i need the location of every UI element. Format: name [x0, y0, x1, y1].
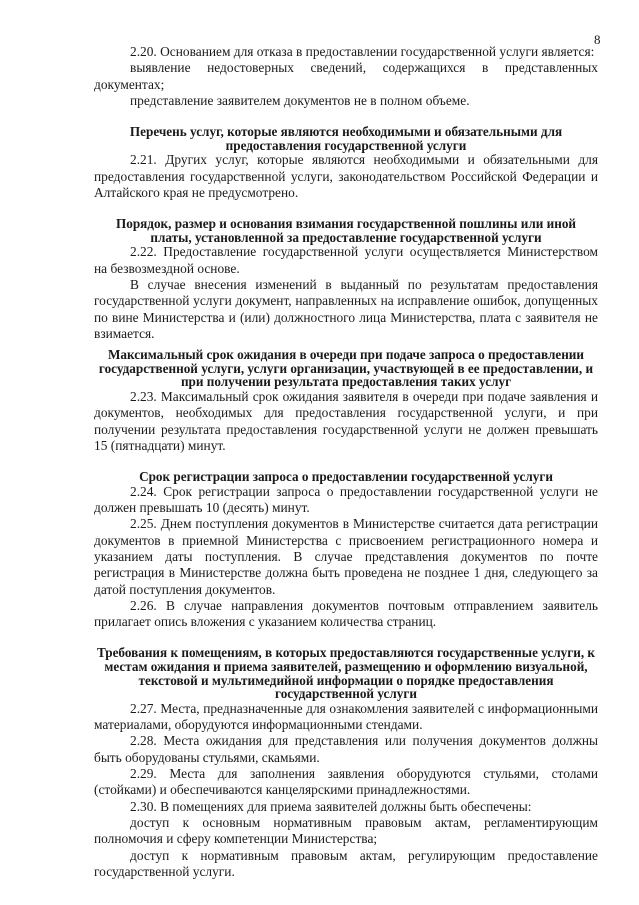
paragraph-2-24: 2.24. Срок регистрации запроса о предоставлении государственной услуги не должен превышать 10 (десять) минут.	[94, 483, 598, 516]
paragraph-2-20: 2.20. Основанием для отказа в предоставлении государственной услуги является:	[130, 44, 595, 59]
paragraph-2-23: 2.23. Максимальный срок ожидания заявителя в очереди при подаче заявления и документов, необходимых для предоставления государственной услуги, и при получении результата предоставления государственной услуги не должен превышать 15 (пятнадцати) минут.	[94, 389, 598, 453]
paragraph-2-21: 2.21. Других услуг, которые являются необходимыми и обязательными для предоставления государственной услуги, законодательством Российской Федерации и Алтайского края не предусмотрено.	[94, 152, 598, 200]
page-number: 8	[594, 32, 601, 47]
section-heading-registration: Срок регистрации запроса о предоставлении государственной услуги	[139, 469, 553, 485]
section-heading-premises: Требования к помещениям, в которых предоставляются государственные услуги, к местам ожидания и приема заявителей, размещению и оформлению визуальной, текстовой и мультимедийной информации о порядке предоставления государственной услуги	[96, 645, 596, 702]
paragraph-2-27: 2.27. Места, предназначенные для ознакомления заявителей с информационными материалами, оборудуются информационными стендами.	[94, 700, 598, 733]
paragraph-2-20-item-2: представление заявителем документов не в полном объеме.	[130, 92, 470, 108]
paragraph-2-25: 2.25. Днем поступления документов в Министерстве считается дата регистрации документов в приемной Министерства с присвоением регистрационного номера и указанием даты поступления. В случае представления документов по почте регистрация в Министерстве должна быть проведена не позднее 1 дня, следующего за датой поступления документов.	[94, 516, 598, 597]
paragraph-2-22: 2.22. Предоставление государственной услуги осуществляется Министерством на безвозмездной основе.	[94, 244, 598, 276]
paragraph-2-26: 2.26. В случае направления документов почтовым отправлением заявитель прилагает опись вложения с указанием количества страниц.	[94, 597, 598, 630]
paragraph-2-29: 2.29. Места для заполнения заявления оборудуются стульями, столами (стойками) и обеспечиваются канцелярскими принадлежностями.	[94, 766, 598, 798]
section-heading-fee: Порядок, размер и основания взимания государственной пошлины или иной платы, установленной за предоставление государственной услуги	[115, 216, 577, 245]
section-heading-waiting-time: Максимальный срок ожидания в очереди при подаче запроса о предоставлении государственной услуги, услуги организации, участвующей в ее предоставлении, и при получении результата предоставления таких услуг	[98, 347, 594, 390]
paragraph-2-28: 2.28. Места ожидания для представления или получения документов должны быть оборудованы стульями, скамьями.	[94, 733, 598, 765]
paragraph-2-30-item-1: доступ к основным нормативным правовым актам, регламентирующим полномочия и сферу компетенции Министерства;	[94, 814, 598, 847]
paragraph-2-30: 2.30. В помещениях для приема заявителей должны быть обеспечены:	[130, 798, 532, 814]
document-body	[94, 44, 598, 880]
paragraph-2-22-note: В случае внесения изменений в выданный по результатам предоставления государственной услуги документ, направленных на исправление ошибок, допущенных по вине Министерства и (или) должностного лица Министерства, плата с заявителя не взимается.	[94, 277, 598, 341]
paragraph-2-20-item-1: выявление недостоверных сведений, содержащихся в представленных документах;	[94, 60, 598, 92]
section-heading-required-services: Перечень услуг, которые являются необходимыми и обязательными для предоставления государственной услуги	[129, 124, 563, 153]
paragraph-2-30-item-2: доступ к нормативным правовым актам, регулирующим предоставление государственной услуги.	[94, 847, 598, 879]
